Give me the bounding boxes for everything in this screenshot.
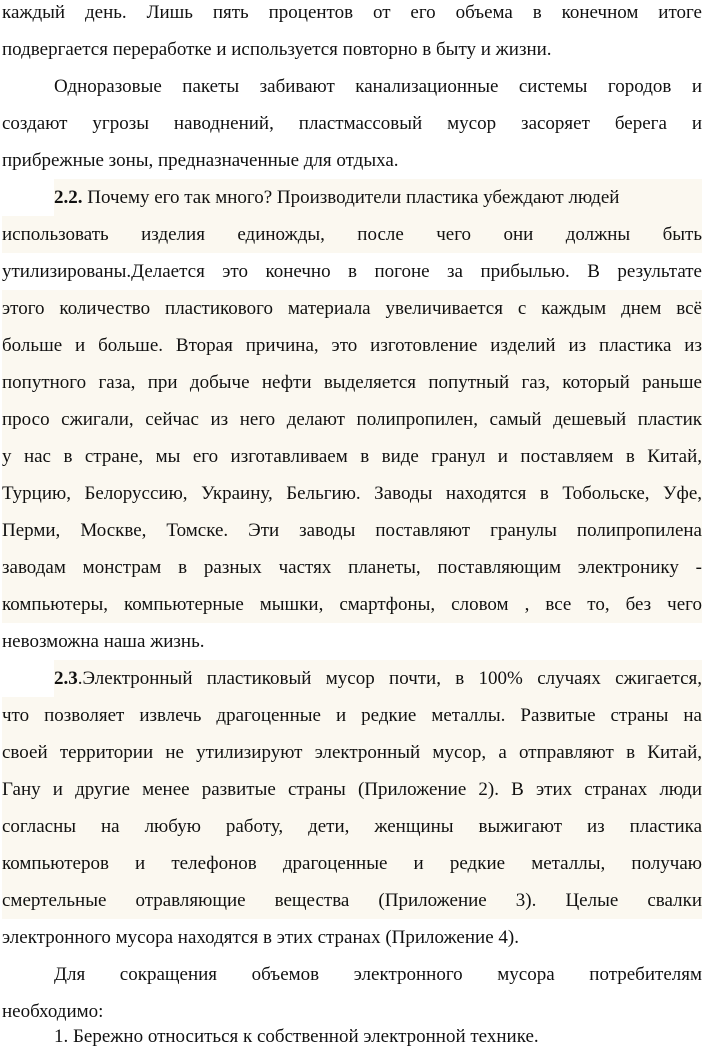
text-line: компьютеры, компьютерные мышки, смартфоны, словом , все то, без чего — [2, 586, 702, 623]
text-line: прибрежные зоны, предназначенные для отдыха. — [2, 150, 399, 171]
text-line: компьютеров и телефонов драгоценные и редкие металлы, получаю — [2, 845, 702, 882]
text-line: Перми, Москве, Томске. Эти заводы поставляют гранулы полипропилена — [2, 512, 702, 549]
text-span: Почему его так много? Производители пластика убеждают людей — [82, 187, 620, 208]
text-span: .Электронный пластиковый мусор почти, в 100% случаях сжигается, — [77, 668, 702, 689]
text-line: просо сжигали, сейчас из него делают полипропилен, самый дешевый пластик — [2, 401, 702, 438]
text-line: что позволяет извлечь драгоценные и редкие металлы. Развитые страны на — [2, 697, 702, 734]
text-line: Гану и другие менее развитые страны (Приложение 2). В этих странах люди — [2, 771, 702, 808]
text-line: согласны на любую работу, дети, женщины выжигают из пластика — [2, 808, 702, 845]
text-line: Турцию, Белоруссию, Украину, Бельгию. Заводы находятся в Тобольске, Уфе, — [2, 475, 702, 512]
text-line: попутного газа, при добыче нефти выделяется попутный газ, который раньше — [2, 364, 702, 401]
text-line: невозможна наша жизнь. — [2, 631, 205, 652]
text-line: смертельные отравляющие вещества (Приложение 3). Целые свалки — [2, 882, 702, 919]
section-2-2-first-line — [54, 179, 702, 216]
text-line: Для сокращения объемов электронного мусора потребителям — [54, 964, 702, 985]
text-line: электронного мусора находятся в этих странах (Приложение 4). — [2, 927, 519, 948]
text-line: утилизированы.Делается это конечно в погоне за прибылью. В результате — [2, 261, 702, 282]
list-item: 1. Бережно относиться к собственной электронной технике. — [54, 1026, 539, 1047]
text-line: создают угрозы наводнений, пластмассовый мусор засоряет берега и — [2, 113, 702, 134]
text-line: своей территории не утилизируют электронный мусор, а отправляют в Китай, — [2, 734, 702, 771]
text-line: Одноразовые пакеты забивают канализационные системы городов и — [54, 76, 702, 97]
text-line: этого количество пластикового материала увеличивается с каждым днем всё — [2, 290, 702, 327]
text-line: подвергается переработке и используется повторно в быту и жизни. — [2, 39, 552, 60]
section-number: 2.2. — [54, 187, 83, 208]
section-2-3-first-line — [54, 660, 702, 697]
section-number: 2.3 — [54, 668, 78, 689]
text-line: необходимо: — [2, 1001, 104, 1022]
text-line: заводам монстрам в разных частях планеты, поставляющим электронику - — [2, 549, 702, 586]
text-line: у нас в стране, мы его изготавливаем в виде гранул и поставляем в Китай, — [2, 438, 702, 475]
text-line: больше и больше. Вторая причина, это изготовление изделий из пластика из — [2, 327, 702, 364]
text-line: использовать изделия единожды, после чего они должны быть — [2, 216, 702, 253]
text-line: каждый день. Лишь пять процентов от его объема в конечном итоге — [2, 2, 702, 23]
